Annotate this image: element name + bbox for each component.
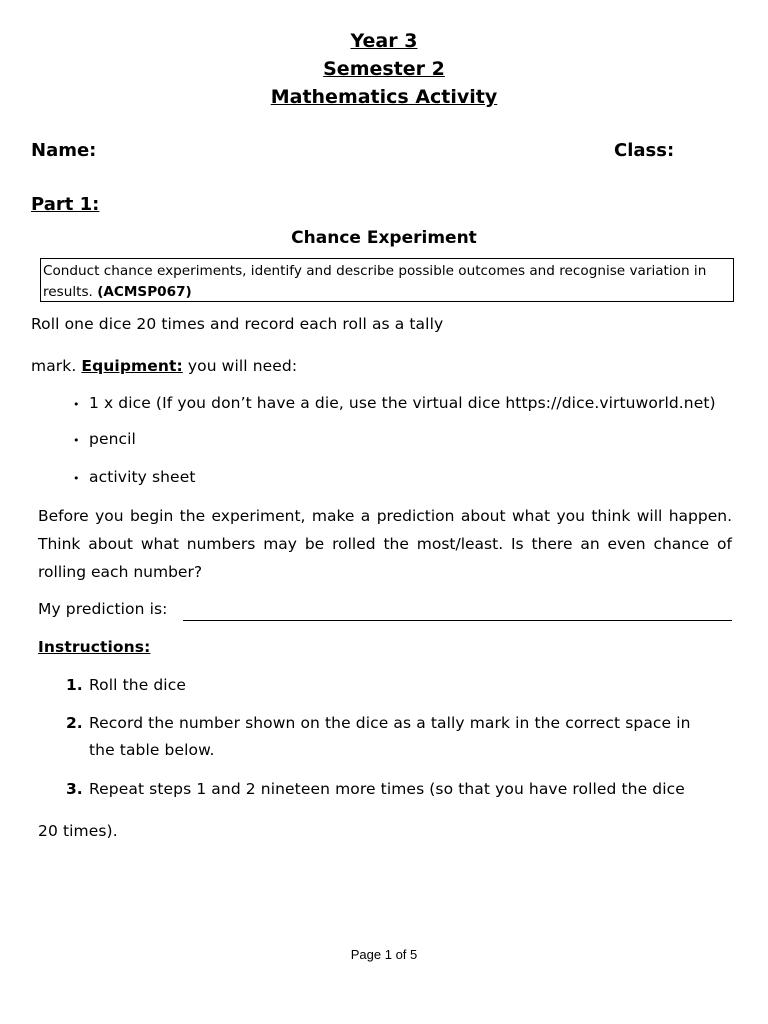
objective-code: (ACMSP067) <box>97 284 192 300</box>
page-number: Page 1 of 5 <box>350 947 418 962</box>
intro-line-2-suffix: you will need: <box>182 357 298 375</box>
semester-heading: Semester 2 <box>323 58 445 80</box>
bullet-icon: • <box>73 398 80 411</box>
year-heading: Year 3 <box>350 30 418 52</box>
prediction-paragraph: Before you begin the experiment, make a prediction about what you think will happen. Think about what numbers may be rolled the most/least. Is there an even chance of rolling each number? <box>38 507 732 581</box>
bullet-icon: • <box>73 472 80 485</box>
subject-heading: Mathematics Activity <box>270 86 498 108</box>
step-text: Record the number shown on the dice as a tally mark in the correct space in <box>89 714 691 732</box>
curriculum-objective-box <box>40 258 734 302</box>
equipment-item: pencil <box>89 430 136 448</box>
equipment-label: Equipment: <box>81 357 183 375</box>
part-title: Chance Experiment <box>291 228 477 248</box>
step-number: 3. <box>66 780 83 798</box>
step-text: Roll the dice <box>89 676 186 694</box>
bullet-icon: • <box>73 434 80 447</box>
intro-line-2 <box>31 357 297 375</box>
equipment-item: 1 x dice (If you don’t have a die, use the virtual dice https://dice.virtuworld.net) <box>89 394 716 412</box>
prediction-label: My prediction is: <box>38 600 168 618</box>
intro-line-2-prefix: mark. <box>31 357 82 375</box>
prediction-answer-line <box>183 620 732 621</box>
class-label: Class: <box>614 140 675 161</box>
objective-text: Conduct chance experiments, identify and describe possible outcomes and recognise variation in results. <box>43 263 707 300</box>
instructions-title: Instructions: <box>38 638 151 656</box>
part-label: Part 1: <box>31 194 100 215</box>
step-text-continued: the table below. <box>89 741 215 759</box>
step-trailing-text: 20 times). <box>38 822 118 840</box>
step-text: Repeat steps 1 and 2 nineteen more times (so that you have rolled the dice <box>89 780 685 798</box>
intro-line-1: Roll one dice 20 times and record each roll as a tally <box>31 315 444 333</box>
equipment-item: activity sheet <box>89 468 196 486</box>
name-label: Name: <box>31 140 97 161</box>
step-number: 1. <box>66 676 83 694</box>
step-number: 2. <box>66 714 83 732</box>
